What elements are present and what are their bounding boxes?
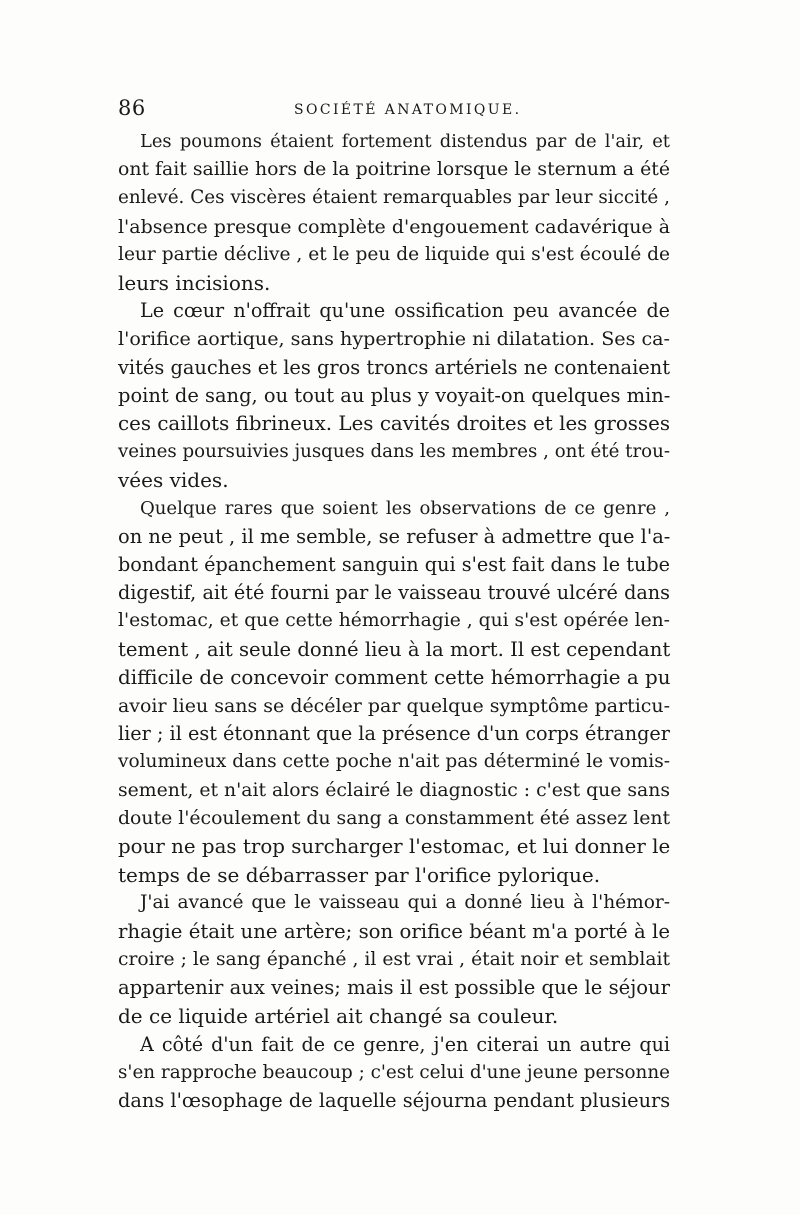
page-header (118, 96, 670, 126)
text-line: J'ai avancé que le vaisseau qui a donné lieu à l'hémor- (140, 892, 670, 914)
text-line: vées vides. (118, 468, 229, 493)
text-line: avoir lieu sans se décéler par quelque symptôme particu- (118, 695, 670, 718)
text-line: point de sang, ou tout au plus y voyait-on quelques min- (118, 383, 671, 407)
text-line: rhagie était une artère; son orifice béant m'a porté à le (118, 919, 670, 943)
text-line: sement, et n'ait alors éclairé le diagnostic : c'est que sans (118, 779, 670, 801)
text-line: digestif, ait été fourni par le vaisseau trouvé ulcéré dans (118, 581, 670, 605)
text-line: temps de se débarrasser par l'orifice pylorique. (118, 863, 601, 888)
text-line: l'orifice aortique, sans hypertrophie ni dilatation. Ses ca- (118, 327, 670, 351)
paragraph-vaisseau (118, 889, 670, 1030)
text-line: Les poumons étaient fortement distendus par de l'air, et (140, 131, 670, 152)
text-line: Le cœur n'offrait qu'une ossification peu avancée de (140, 299, 670, 323)
text-line: ont fait saillie hors de la poitrine lorsque le sternum a été (118, 159, 670, 181)
paragraph-coeur (118, 297, 670, 494)
text-line: volumineux dans cette poche n'ait pas déterminé le vomis- (118, 751, 670, 773)
text-line: croire ; le sang épanché , il est vrai , était noir et semblait (118, 948, 670, 970)
text-line: ces caillots fibrineux. Les cavités droites et les grosses (118, 412, 670, 436)
text-line: leur partie déclive , et le peu de liquide qui s'est écoulé de (118, 243, 670, 265)
paragraph-autre-fait (118, 1031, 670, 1116)
text-line: vités gauches et les gros troncs artériels ne contenaient (118, 355, 670, 379)
text-line: s'en rapproche beaucoup ; c'est celui d'une jeune personne (118, 1061, 670, 1083)
text-line: dans l'œsophage de laquelle séjourna pendant plusieurs (118, 1088, 671, 1112)
body-text (118, 128, 670, 1115)
text-line: leurs incisions. (118, 271, 271, 296)
text-line: bondant épanchement sanguin qui s'est fait dans le tube (118, 553, 670, 577)
text-line: lier ; il est étonnant que la présence d'un corps étranger (118, 722, 670, 746)
text-line: Quelque rares que soient les observations de ce genre , (140, 497, 670, 519)
text-line: l'absence presque complète d'engouement cadavérique à (118, 215, 670, 238)
running-head: SOCIÉTÉ ANATOMIQUE. (294, 102, 522, 118)
page-number: 86 (118, 96, 146, 120)
paragraph-poumons (118, 128, 670, 297)
text-line: de ce liquide artériel ait changé sa couleur. (118, 1004, 559, 1029)
text-line: enlevé. Ces viscères étaient remarquables par leur siccité , (118, 187, 670, 209)
text-line: appartenir aux veines; mais il est possible que le séjour (118, 976, 670, 1000)
text-line: tement , ait seule donné lieu à la mort. Il est cependant (118, 637, 671, 661)
text-line: doute l'écoulement du sang a constamment été assez lent (118, 807, 671, 829)
text-line: A côté d'un fait de ce genre, j'en citerai un autre qui (140, 1032, 670, 1056)
text-line: veines poursuivies jusques dans les membres , ont été trou- (118, 441, 670, 463)
text-line: on ne peut , il me semble, se refuser à admettre que l'a- (118, 524, 671, 548)
paragraph-observations (118, 495, 670, 890)
text-line: difficile de concevoir comment cette hémorrhagie a pu (118, 665, 671, 689)
text-line: pour ne pas trop surcharger l'estomac, et lui donner le (118, 835, 671, 859)
text-line: l'estomac, et que cette hémorrhagie , qui s'est opérée len- (118, 610, 670, 632)
